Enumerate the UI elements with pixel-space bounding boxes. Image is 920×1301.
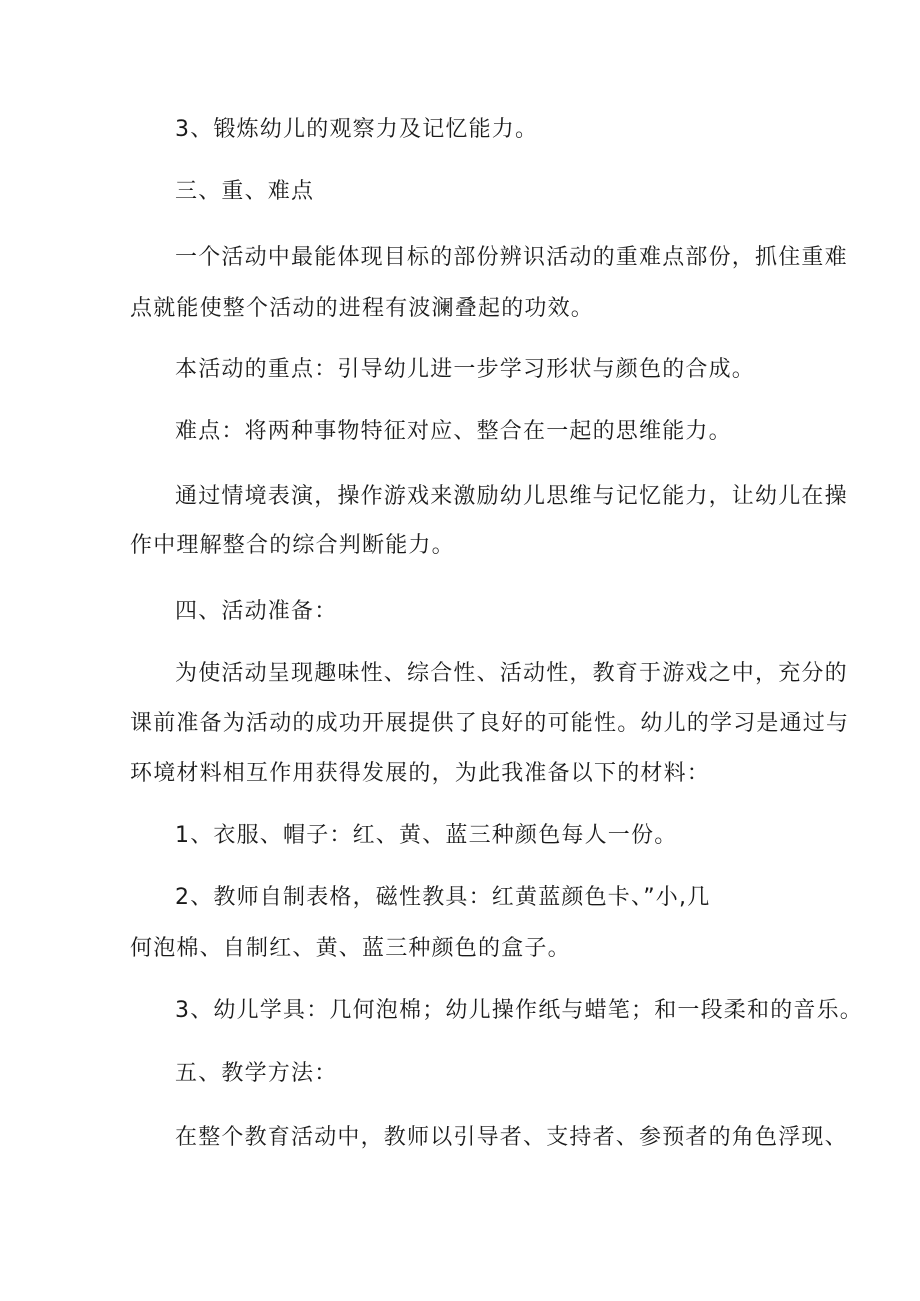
list-item: 3、幼儿学具：几何泡棉；幼儿操作纸与蜡笔；和一段柔和的音乐。 bbox=[175, 998, 863, 1023]
list-item: 1、衣服、帽子：红、黄、蓝三种颜色每人一份。 bbox=[175, 823, 678, 848]
paragraph-line: 为使活动呈现趣味性、综合性、活动性，教育于游戏之中，充分的 bbox=[175, 661, 848, 686]
paragraph-line: 环境材料相互作用获得发展的，为此我准备以下的材料： bbox=[130, 761, 711, 786]
paragraph-line: 通过情境表演，操作游戏来激励幼儿思维与记忆能力，让幼儿在操 bbox=[175, 484, 848, 509]
paragraph-line: 作中理解整合的综合判断能力。 bbox=[130, 533, 455, 558]
paragraph-line: 难点：将两种事物特征对应、整合在一起的思维能力。 bbox=[175, 419, 732, 444]
paragraph-line: 课前准备为活动的成功开展提供了良好的可能性。幼儿的学习是通过与 bbox=[130, 711, 850, 736]
paragraph-line: 在整个教育活动中，教师以引导者、支持者、参预者的角色浮现、 bbox=[175, 1125, 848, 1150]
paragraph-line: 一个活动中最能体现目标的部份辨识活动的重难点部份，抓住重难 bbox=[175, 245, 848, 270]
paragraph-line: 点就能使整个活动的进程有波澜叠起的功效。 bbox=[130, 296, 595, 321]
section-heading-teaching-methods: 五、教学方法： bbox=[175, 1061, 338, 1086]
section-heading-key-points: 三、重、难点 bbox=[175, 179, 315, 204]
list-item: 2、教师自制表格，磁性教具：红黄蓝颜色卡、”小,几 bbox=[175, 885, 711, 910]
section-heading-preparation: 四、活动准备： bbox=[175, 599, 338, 624]
goal-item-3: 3、锻炼幼儿的观察力及记忆能力。 bbox=[175, 117, 539, 142]
list-item-continuation: 何泡棉、自制红、黄、蓝三种颜色的盒子。 bbox=[130, 936, 571, 961]
paragraph-line: 本活动的重点：引导幼儿进一步学习形状与颜色的合成。 bbox=[175, 357, 756, 382]
